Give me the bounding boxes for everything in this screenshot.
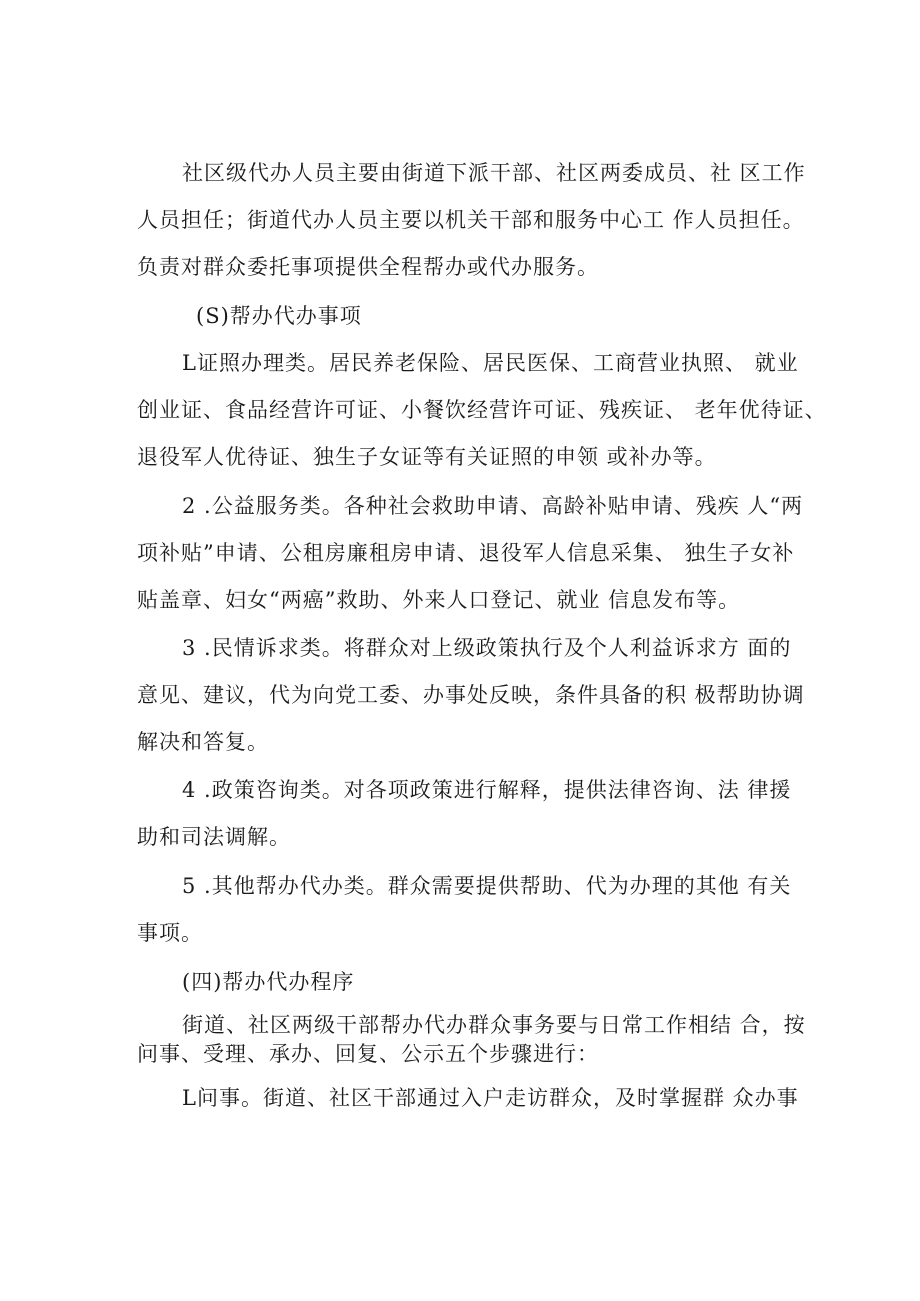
paragraph-line: 4 .政策咨询类。对各项政策进行解释，提供法律咨询、法 律援: [182, 778, 792, 802]
paragraph-line: 助和司法调解。: [137, 825, 291, 849]
paragraph-line: 事项。: [137, 921, 203, 945]
paragraph-line: 人员担任；街道代办人员主要以机关干部和服务中心工 作人员担任。: [137, 208, 805, 232]
paragraph-line: 问事、受理、承办、回复、公示五个步骤进行：: [137, 1042, 599, 1066]
paragraph-line: 解决和答复。: [137, 730, 269, 754]
paragraph-line: 退役军人优待证、独生子女证等有关证照的申领 或补办等。: [137, 445, 717, 469]
paragraph-line: 贴盖章、妇女“两癌”救助、外来人口登记、就业 信息发布等。: [137, 588, 741, 612]
paragraph-line: 街道、社区两级干部帮办代办群众事务要与日常工作相结 合，按: [182, 1013, 806, 1037]
paragraph-line: L问事。街道、社区干部通过入户走访群众，及时掌握群 众办事: [182, 1086, 799, 1110]
paragraph-line: 3 .民情诉求类。将群众对上级政策执行及个人利益诉求方 面的: [182, 636, 792, 660]
section-heading: (S)帮办代办事项: [196, 304, 362, 328]
paragraph-line: 2 .公益服务类。各种社会救助申请、高龄补贴申请、残疾 人“两: [182, 494, 804, 518]
paragraph-line: 5 .其他帮办代办类。群众需要提供帮助、代为办理的其他 有关: [182, 874, 792, 898]
paragraph-line: 创业证、食品经营许可证、小餐饮经营许可证、残疾证、 老年优待证、: [137, 398, 827, 422]
paragraph-line: 社区级代办人员主要由街道下派干部、社区两委成员、社 区工作: [182, 161, 806, 185]
paragraph-line: 负责对群众委托事项提供全程帮办或代办服务。: [137, 255, 599, 279]
paragraph-line: 项补贴”申请、公租房廉租房申请、退役军人信息采集、 独生子女补: [137, 541, 795, 565]
paragraph-line: 意见、建议，代为向党工委、办事处反映，条件具备的积 极帮助协调: [137, 683, 805, 707]
paragraph-line: L证照办理类。居民养老保险、居民医保、工商营业执照、 就业: [182, 351, 799, 375]
section-heading: (四)帮办代办程序: [182, 970, 355, 994]
